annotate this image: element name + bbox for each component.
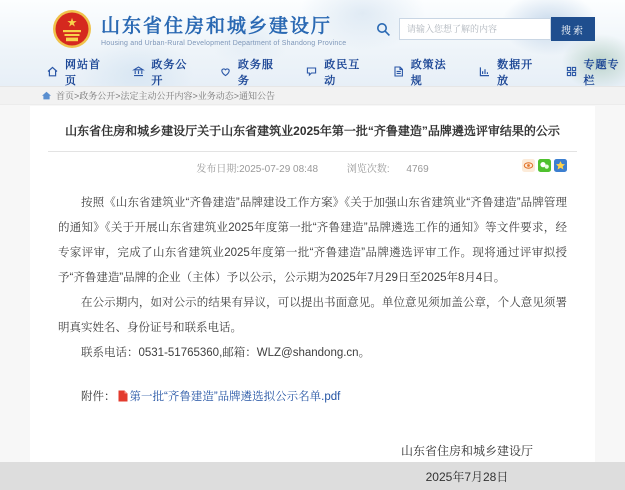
wechat-share-icon[interactable] [538, 159, 551, 172]
signature-block [401, 438, 533, 490]
attachment-link[interactable]: 第一批“齐鲁建造”品牌遴选拟公示名单.pdf [129, 391, 341, 404]
breadcrumb-home-icon [42, 91, 51, 100]
article-body [58, 185, 567, 366]
nav-item-label: 数据开放 [497, 58, 534, 87]
nav-item-special-topics[interactable] [565, 56, 625, 88]
paragraph: 按照《山东省建筑业“齐鲁建造”品牌建设工作方案》《关于加强山东省建筑业“齐鲁建造”品牌管理的通知》《关于开展山东省建筑业2025年度第一批“齐鲁建造”品牌遴选工作的通知》等文件要求，经专家评审，完成了山东省建筑业2025年度第一批“齐鲁建造”品牌遴选评审工作。现将通过评审拟授予“齐鲁建造”品牌的企业（主体）予以公示，公示期为2025年7月29日至2025年8月4日。 [58, 197, 567, 285]
special-topics-icon [565, 65, 578, 78]
site-header [0, 0, 625, 86]
svg-text:★: ★ [66, 15, 78, 29]
service-heart-icon [219, 65, 232, 78]
share-toolbar [522, 159, 567, 172]
site-title: 山东省住房和城乡建设厅 [101, 15, 333, 37]
nav-item-gov-disclosure[interactable] [132, 56, 192, 88]
views-label: 浏览次数: [346, 164, 390, 176]
search-button[interactable]: 搜索 [551, 17, 595, 41]
nav-item-interaction[interactable] [305, 56, 365, 88]
nav-item-label: 专题专栏 [583, 58, 620, 87]
data-chart-icon [478, 65, 491, 78]
attachment-label: 附件： [81, 391, 116, 404]
paragraph: 在公示期内，如对公示的结果有异议，可以提出书面意见。单位意见须加盖公章，个人意见须署明真实姓名、身份证号和联系电话。 [58, 297, 567, 335]
paragraph: 联系电话：0531-51765360,邮箱：WLZ@shandong.cn。 [81, 347, 371, 360]
publish-date: 发布日期:2025-07-29 08:48 [196, 164, 319, 176]
interaction-chat-icon [305, 65, 318, 78]
favorite-star-icon[interactable] [554, 159, 567, 172]
signature-org: 山东省住房和城乡建设厅 [400, 444, 533, 459]
search-icon [376, 22, 391, 37]
breadcrumb-path[interactable]: 首页>政务公开>法定主动公开内容>业务动态>通知公告 [56, 91, 276, 101]
site-subtitle-en: Housing and Urban-Rural Development Department of Shandong Province [101, 39, 347, 47]
nav-item-gov-services[interactable] [219, 56, 279, 88]
article [30, 106, 595, 485]
nav-item-label: 网站首页 [65, 58, 101, 87]
breadcrumb [0, 86, 625, 105]
national-emblem-icon [52, 9, 92, 49]
article-title: 山东省住房和城乡建设厅关于山东省建筑业2025年第一批“齐鲁建造”品牌遴选评审结果的公示 [65, 124, 560, 138]
eye-icon[interactable] [522, 159, 535, 172]
government-building-icon [132, 65, 145, 78]
nav-item-open-data[interactable] [478, 56, 538, 88]
main-nav [0, 57, 625, 86]
brand-text [101, 11, 346, 47]
nav-item-label: 政务服务 [237, 58, 274, 87]
home-icon [46, 65, 59, 78]
policy-document-icon [392, 65, 405, 78]
search-input[interactable] [399, 18, 551, 40]
nav-item-label: 政策法规 [410, 58, 447, 87]
signature-date: 2025年7月28日 [425, 470, 509, 485]
pdf-file-icon [118, 390, 128, 402]
header-row [0, 0, 625, 57]
article-meta [58, 152, 567, 185]
search-bar [376, 17, 595, 41]
views-count: 4769 [406, 164, 429, 176]
site-brand[interactable] [52, 9, 346, 49]
nav-item-home[interactable] [46, 56, 106, 88]
attachment-row [58, 388, 567, 404]
nav-item-label: 政务公开 [151, 58, 188, 87]
nav-item-policies[interactable] [392, 56, 452, 88]
nav-item-label: 政民互动 [324, 58, 361, 87]
